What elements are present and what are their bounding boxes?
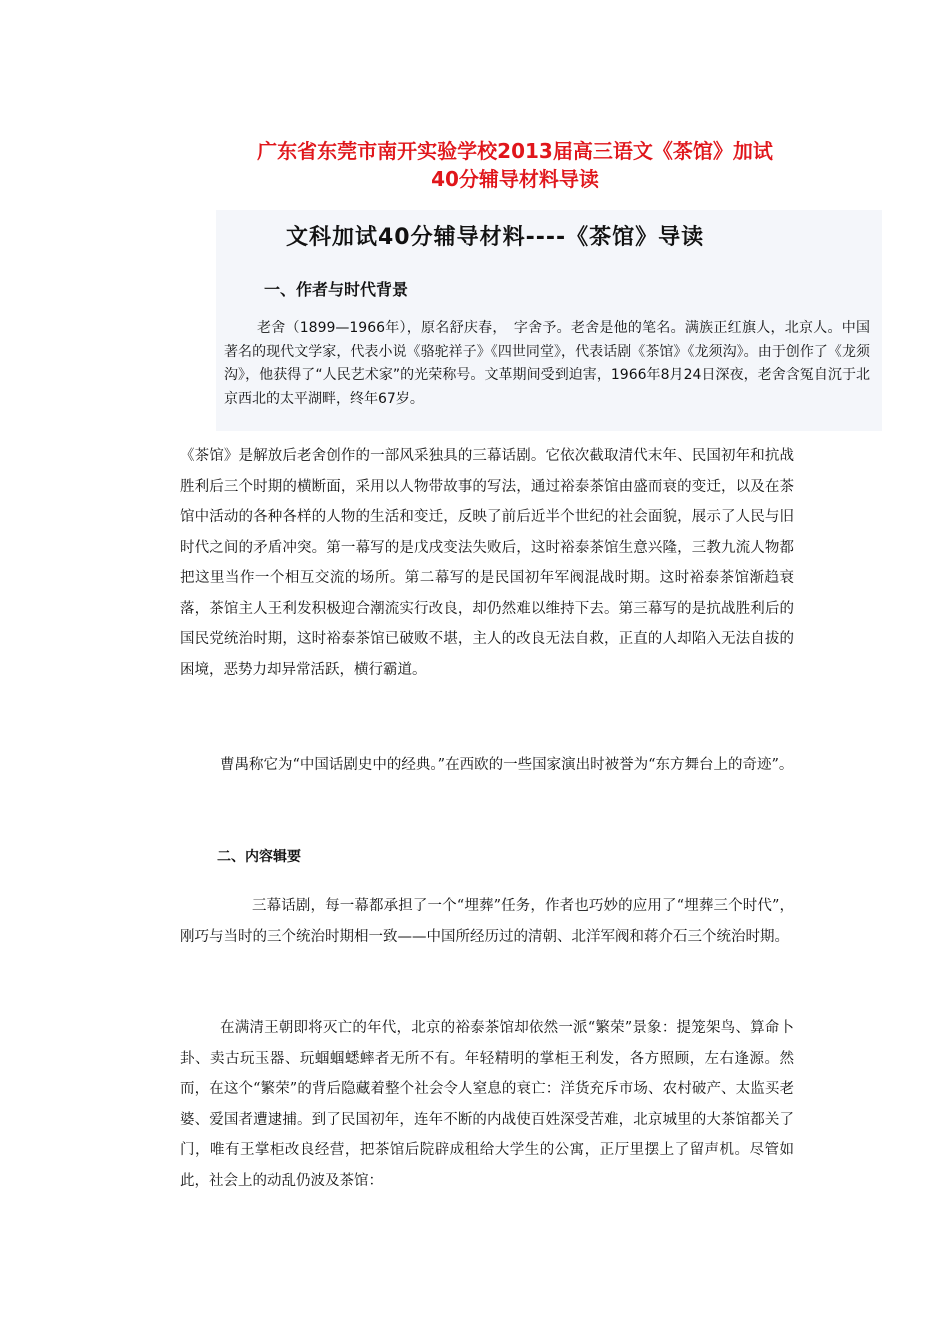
document-title-line-2: 40分辅导材料导读 <box>431 167 599 191</box>
paragraph-cao-yu-quote: 曹禺称它为“中国话剧史中的经典。”在西欧的一些国家演出时被誉为“东方舞台上的奇迹”。 <box>220 757 794 773</box>
section-heading-content-summary: 二、内容辑要 <box>217 849 301 865</box>
paragraph-plot-summary: 在满清王朝即将灭亡的年代，北京的裕泰茶馆却依然一派“繁荣”景象：提笼架鸟、算命卜卦、卖古玩玉器、玩蝈蝈蟋蟀者无所不有。年轻精明的掌柜王利发，各方照顾，左右逢源。然而，在这个“繁荣”的背后隐藏着整个社会令人窒息的衰亡：洋货充斥市场、农村破产、太监买老婆、爱国者遭逮捕。到了民国初年，连年不断的内战使百姓深受苦难，北京城里的大茶馆都关了门，唯有王掌柜改良经营，把茶馆后院辟成租给大学生的公寓，正厅里摆上了留声机。尽管如此，社会上的动乱仍波及茶馆： <box>180 1020 794 1189</box>
document-title-line-1: 广东省东莞市南开实验学校2013届高三语文《茶馆》加试 <box>257 139 773 163</box>
paragraph-overview: 《茶馆》是解放后老舍创作的一部风采独具的三幕话剧。它依次截取清代末年、民国初年和抗战胜利后三个时期的横断面，采用以人物带故事的写法，通过裕泰茶馆由盛而衰的变迁，以及在茶馆中活动的各种各样的人物的生活和变迁，反映了前后近半个世纪的社会面貌，展示了人民与旧时代之间的矛盾冲突。第一幕写的是戊戌变法失败后，这时裕泰茶馆生意兴隆，三教九流人物都把这里当作一个相互交流的场所。第二幕写的是民国初年军阀混战时期。这时裕泰茶馆渐趋衰落，茶馆主人王利发积极迎合潮流实行改良，却仍然难以维持下去。第三幕写的是抗战胜利后的国民党统治时期，这时裕泰茶馆已破败不堪，主人的改良无法自救，正直的人却陷入无法自拔的困境，恶势力却异常活跃，横行霸道。 <box>180 448 794 678</box>
excerpt-section-heading: 一、作者与时代背景 <box>264 280 409 299</box>
paragraph-three-acts: 三幕话剧，每一幕都承担了一个“埋葬”任务，作者也巧妙的应用了“埋葬三个时代”，刚巧与当时的三个统治时期相一致——中国所经历过的清朝、北洋军阀和蒋介石三个统治时期。 <box>180 898 794 945</box>
excerpt-title: 文科加试40分辅导材料----《茶馆》导读 <box>286 225 705 250</box>
scanned-excerpt-image <box>216 210 882 431</box>
excerpt-author-bio: 老舍（1899—1966年），原名舒庆春， 字舍予。老舍是他的笔名。满族正红旗人，北京人。中国著名的现代文学家，代表小说《骆驼祥子》《四世同堂》，代表话剧《茶馆》《龙须沟》。由于创作了《龙须沟》，他获得了“人民艺术家”的光荣称号。文革期间受到迫害，1966年8月24日深夜，老舍含冤自沉于北京西北的太平湖畔，终年67岁。 <box>224 320 870 407</box>
